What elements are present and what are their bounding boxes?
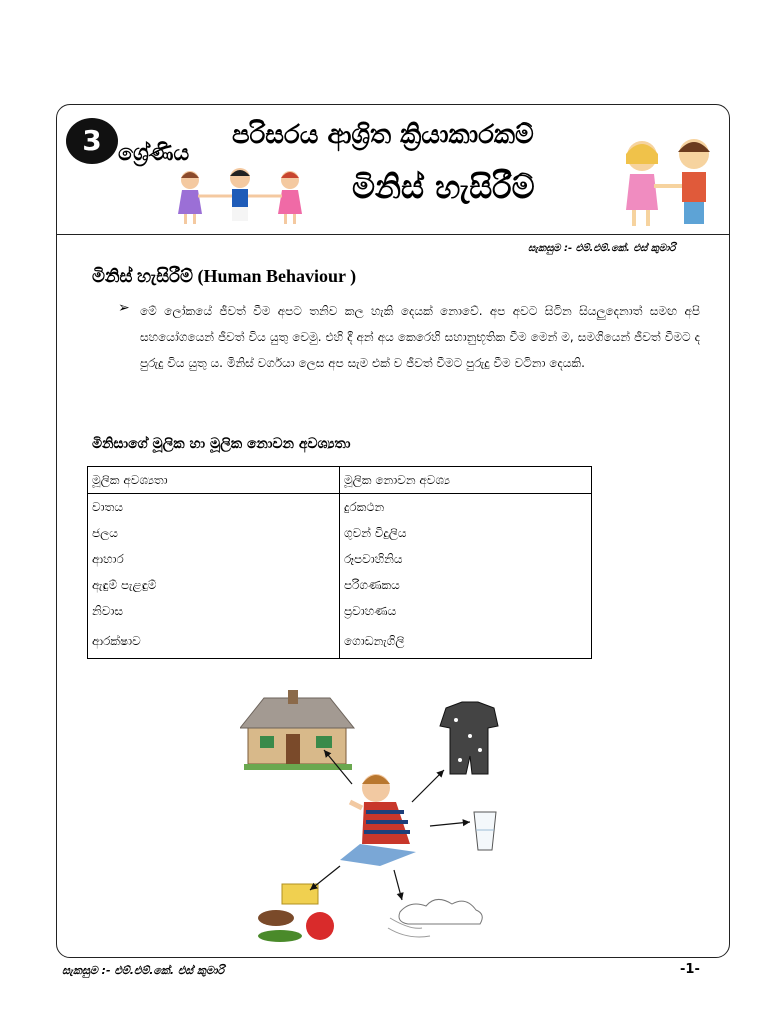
table-row xyxy=(88,572,592,598)
table-cell: නිවාස xyxy=(88,598,340,624)
grade-number-badge: 3 xyxy=(66,118,118,164)
child-figure-icon xyxy=(340,774,416,866)
intro-paragraph: මේ ලෝකයේ ජීවත් වීම අපට තනිව කල හැකි දෙයක් නොවේ. අප අවට සිටින සියලුදෙනාත් සමඟ අපි සහයෝගයෙන් ජීවත් විය යුතු වෙමු. එහි දී අන් අය කෙරෙහි සහානුභූතික වීම මෙන් ම, සමගියෙන් ජීවත් වීමට ද පුරුදු විය යුතු ය. මිනිස් වර්ගයා ලෙස අප සැම එක් ව ජීවත් වීමට පුරුදු වීම වටිනා දෙයකි. xyxy=(140,304,700,370)
bullet-arrow-icon: ➢ xyxy=(118,300,130,316)
table-cell: ඇඳුම් පැළඳුම් xyxy=(88,572,340,598)
table-cell: පරිගණකය xyxy=(340,572,592,598)
table-cell: ගුවන් විදුලිය xyxy=(340,520,592,546)
air-icon xyxy=(388,899,482,937)
children-holding-hands-illustration xyxy=(172,166,322,228)
clothes-icon xyxy=(440,702,498,774)
needs-subtitle: මිනිසාගේ මූලික හා මූලික නොවන අවශ්‍යතා xyxy=(92,436,351,452)
section-title: මිනිස් හැසිරීම් (Human Behaviour ) xyxy=(92,266,357,286)
table-cell: ආරක්ෂාව xyxy=(88,624,340,659)
column-header-non-basic-needs: මූලික නොවන අවශ්‍ය xyxy=(340,467,592,494)
table-cell: ප්‍රවාහණය xyxy=(340,598,592,624)
table-cell: රූපවාහිනිය xyxy=(340,546,592,572)
table-cell: ආහාර xyxy=(88,546,340,572)
column-header-basic-needs: මූලික අවශ්‍යතා xyxy=(88,467,340,494)
children-shaking-hands-illustration xyxy=(618,134,718,232)
table-cell: ගොඩනැගිලි xyxy=(340,624,592,659)
water-glass-icon xyxy=(474,812,496,850)
grade-label: ශ්‍රේණිය xyxy=(118,141,190,166)
table-row xyxy=(88,520,592,546)
author-credit-top: සැකසුම :- එම්.එම්.කේ. එස් කුමාරි xyxy=(528,243,676,254)
table-row xyxy=(88,598,592,624)
table-row xyxy=(88,624,592,659)
table-cell: වාතය xyxy=(88,494,340,521)
house-icon xyxy=(240,690,354,770)
page-number: -1- xyxy=(680,962,700,977)
needs-table xyxy=(87,466,592,659)
subject-title: පරිසරය ආශ්‍රිත ක්‍රියාකාරකම් xyxy=(232,120,534,150)
food-icon xyxy=(258,884,334,942)
table-cell: දුරකථන xyxy=(340,494,592,521)
basic-needs-illustration xyxy=(240,690,510,950)
author-credit-bottom: සැකසුම :- එම්.එම්.කේ. එස් කුමාරි xyxy=(62,964,225,977)
topic-title: මිනිස් හැසිරීම් xyxy=(352,168,535,206)
table-cell: ජලය xyxy=(88,520,340,546)
table-row xyxy=(88,546,592,572)
table-row xyxy=(88,494,592,521)
